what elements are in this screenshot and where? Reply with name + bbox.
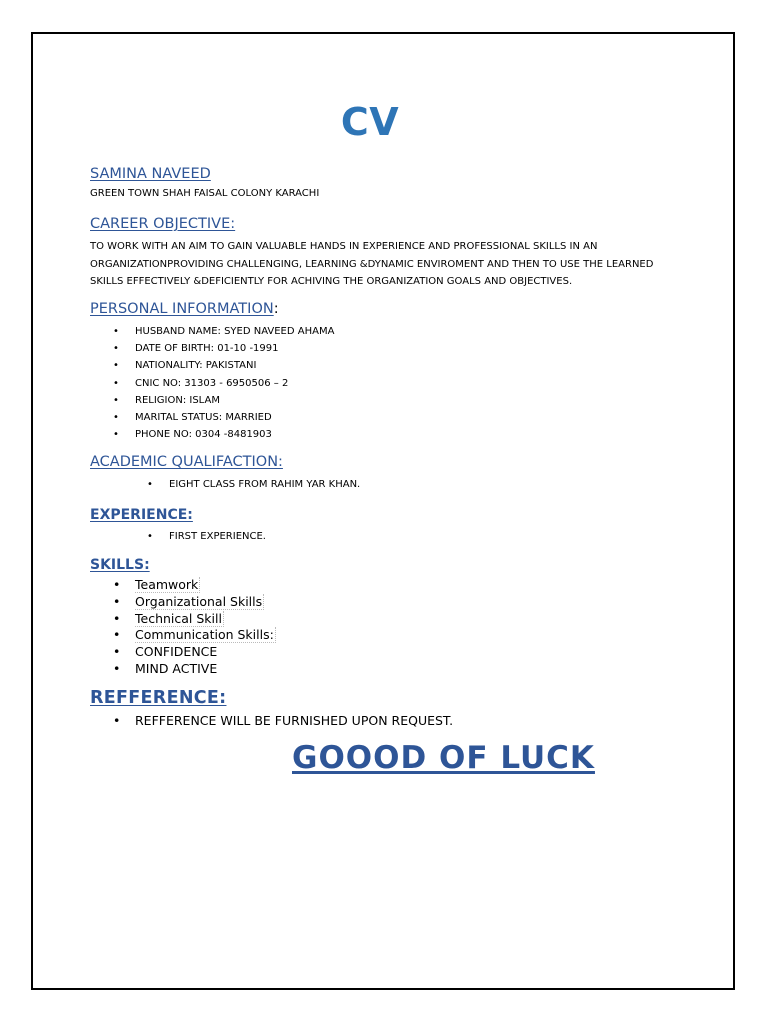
- career-objective-heading: CAREER OBJECTIVE:: [90, 216, 236, 232]
- objective-line: TO WORK WITH AN AIM TO GAIN VALUABLE HANDS IN EXPERIENCE AND PROFESSIONAL SKILLS IN AN: [90, 241, 598, 252]
- list-item: [135, 644, 276, 661]
- skill-label: Teamwork: [135, 577, 199, 592]
- academic-qualification-heading: ACADEMIC QUALIFACTION:: [90, 454, 283, 470]
- personal-information-list: [135, 323, 334, 443]
- personal-information-heading: [90, 301, 279, 317]
- list-item: • CNIC NO: 31303 - 6950506 – 2: [135, 375, 334, 392]
- personal-information-heading-colon: :: [273, 301, 279, 317]
- list-item: [135, 594, 276, 611]
- academic-qualification-list: [169, 476, 360, 493]
- list-item: • HUSBAND NAME: SYED NAVEED AHAMA: [135, 323, 334, 340]
- objective-line: SKILLS EFFECTIVELY &DEFICIENTLY FOR ACHIVING THE ORGANIZATION GOALS AND OBJECTIVES.: [90, 276, 573, 287]
- list-item: • RELIGION: ISLAM: [135, 392, 334, 409]
- personal-information-heading-text: PERSONAL INFORMATION: [90, 301, 274, 317]
- list-item: • DATE OF BIRTH: 01-10 -1991: [135, 340, 334, 357]
- list-item: • NATIONALITY: PAKISTANI: [135, 357, 334, 374]
- candidate-address: GREEN TOWN SHAH FAISAL COLONY KARACHI: [90, 188, 320, 199]
- list-item: • PHONE NO: 0304 -8481903: [135, 426, 334, 443]
- skill-label: Technical Skill: [135, 610, 222, 626]
- skills-heading: SKILLS:: [90, 557, 150, 573]
- document-title: CV: [340, 100, 400, 144]
- skill-label: CONFIDENCE: [135, 644, 218, 660]
- list-item: [135, 611, 276, 628]
- list-item: • FIRST EXPERIENCE.: [169, 528, 266, 545]
- list-item: • REFFERENCE WILL BE FURNISHED UPON REQUEST.: [135, 712, 453, 729]
- list-item: [135, 661, 276, 678]
- list-item: • MARITAL STATUS: MARRIED: [135, 409, 334, 426]
- list-item: [135, 627, 276, 644]
- list-item: • EIGHT CLASS FROM RAHIM YAR KHAN.: [169, 476, 360, 493]
- candidate-name: SAMINA NAVEED: [90, 166, 211, 182]
- skill-label: Communication Skills:: [135, 627, 274, 643]
- skills-list: [135, 577, 276, 678]
- closing-text: GOOOD OF LUCK: [292, 740, 595, 776]
- skill-label: Organizational Skills: [135, 593, 263, 609]
- list-item: [135, 577, 276, 594]
- objective-line: ORGANIZATIONPROVIDING CHALLENGING, LEARNING &DYNAMIC ENVIROMENT AND THEN TO USE THE LEARNED: [90, 258, 654, 270]
- experience-list: [169, 528, 266, 545]
- career-objective-text: [90, 238, 680, 291]
- reference-heading: REFFERENCE:: [90, 688, 227, 708]
- reference-list: [135, 712, 453, 729]
- skill-label: MIND ACTIVE: [135, 660, 218, 676]
- experience-heading: EXPERIENCE:: [90, 507, 193, 523]
